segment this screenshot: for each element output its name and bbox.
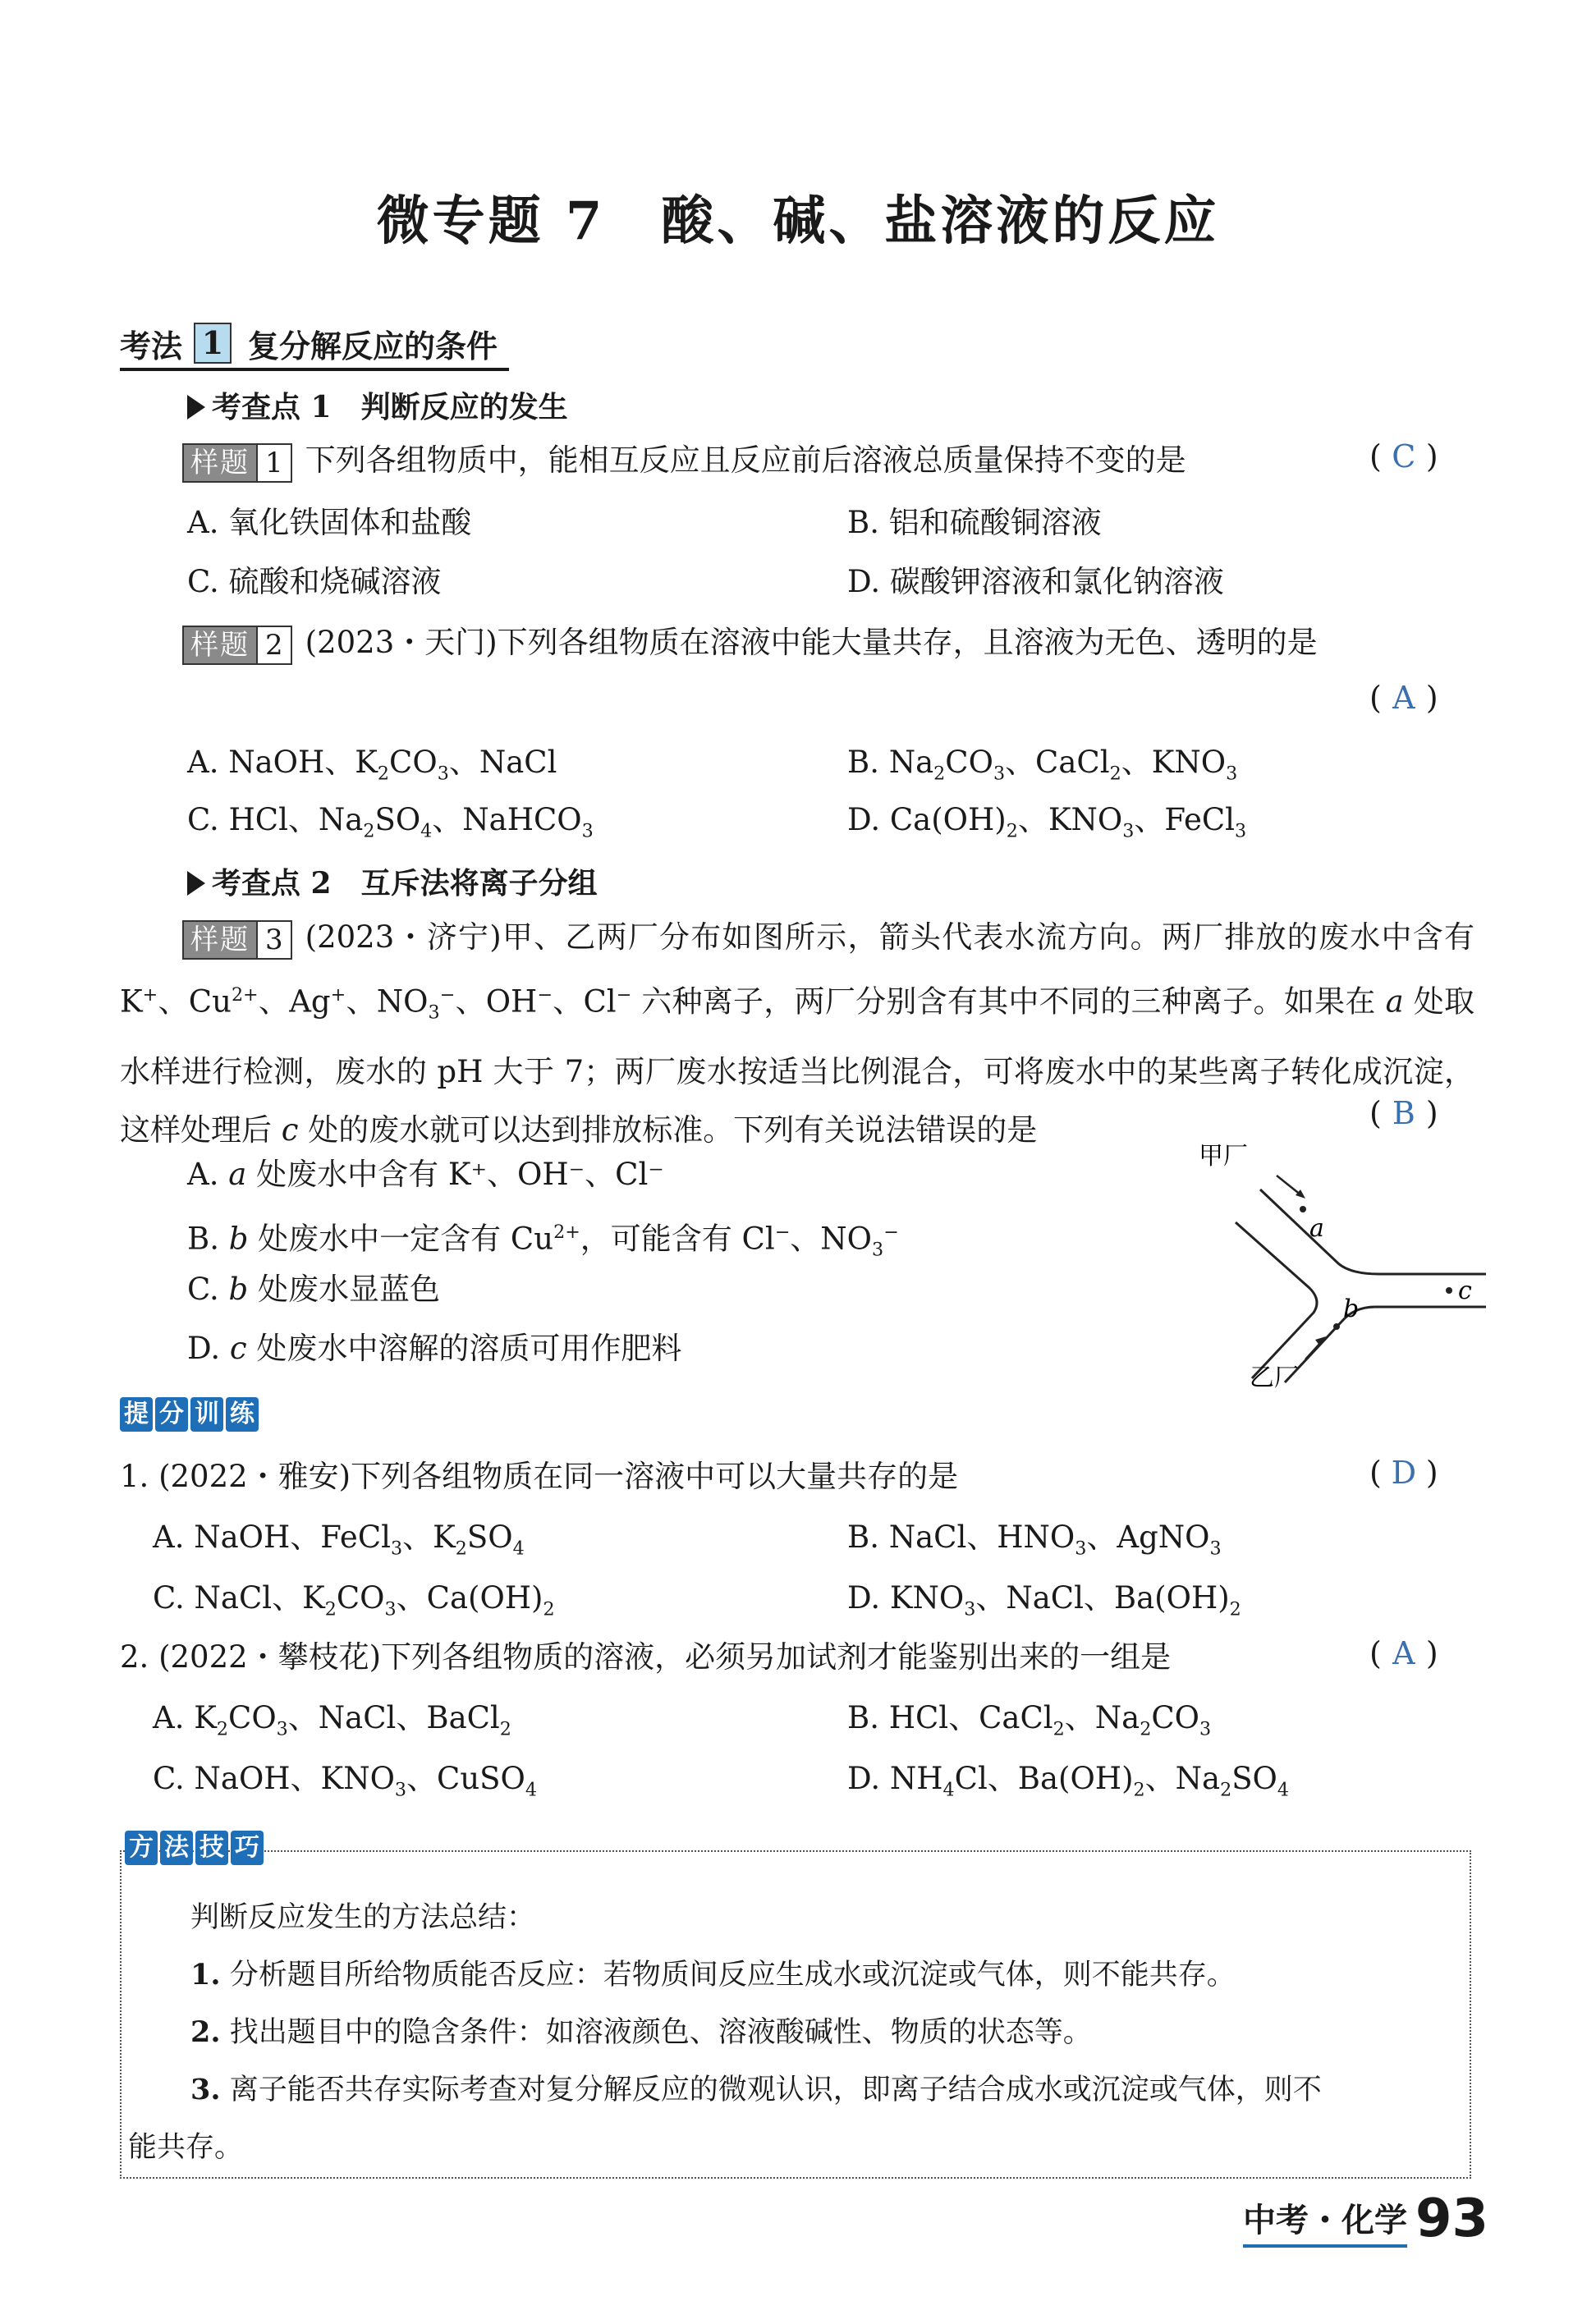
triangle-bullet-icon xyxy=(187,871,205,896)
answer-t1: ( D ) xyxy=(1369,1455,1438,1491)
q3-option-b: B. b 处废水中一定含有 $Cu^{2+}$，可能含有 Cl−、$NO_3^-$ xyxy=(187,1221,899,1261)
tifen-xunlian-banner: 提 分 训 练 xyxy=(120,1397,259,1432)
arrow-from-jia xyxy=(1277,1176,1301,1195)
kaochadian-1 xyxy=(187,384,568,426)
channel-upper-edge xyxy=(1260,1189,1486,1274)
label-c: c xyxy=(1458,1277,1472,1305)
sample-badge-1: 样题 1 xyxy=(182,443,292,483)
kaochadian-2 xyxy=(187,860,598,902)
t1-option-c: C. NaCl、$K_2CO_3$、$Ca(OH)_2$ xyxy=(153,1580,555,1620)
q2-option-d: D. $Ca(OH)_2$、$KNO_3$、FeCl$_3$ xyxy=(847,802,1247,842)
answer-2: ( A ) xyxy=(1369,680,1438,716)
question-2-stem: (2023・天门)下列各组物质在溶液中能大量共存，且溶液为无色、透明的是 xyxy=(305,625,1318,660)
t1-option-d: D. $KNO_3$、NaCl、$Ba(OH)_2$ xyxy=(847,1580,1241,1620)
point-b-dot xyxy=(1333,1323,1340,1330)
q1-option-a: A. 氧化铁固体和盐酸 xyxy=(187,505,472,540)
t1-option-a: A. NaOH、FeCl$_3$、$K_2SO_4$ xyxy=(153,1519,525,1560)
factory-flow-diagram xyxy=(1199,1144,1494,1391)
method-point-2: 2. 找出题目中的隐含条件：如溶液颜色、溶液酸碱性、物质的状态等。 xyxy=(190,2015,1092,2049)
label-jia-factory: 甲厂 xyxy=(1199,1144,1248,1171)
method-point-3-cont: 能共存。 xyxy=(128,2131,244,2164)
kaofa-title: 复分解反应的条件 xyxy=(248,327,498,364)
label-a: a xyxy=(1309,1214,1324,1243)
label-b: b xyxy=(1343,1295,1360,1323)
t1-option-b: B. NaCl、$HNO_3$、AgNO$_3$ xyxy=(847,1519,1222,1560)
q1-option-b: B. 铝和硫酸铜溶液 xyxy=(847,505,1102,540)
fangfa-jiqiao-banner: 方 法 技 巧 xyxy=(125,1831,264,1865)
triangle-bullet-icon xyxy=(187,395,205,419)
training-question-1: 1. (2022・雅安)下列各组物质在同一溶液中可以大量共存的是 xyxy=(120,1459,959,1494)
method-point-1: 1. 分析题目所给物质能否反应：若物质间反应生成水或沉淀或气体，则不能共存。 xyxy=(190,1958,1236,1992)
t2-option-b: B. HCl、CaCl$_2$、$Na_2CO_3$ xyxy=(847,1700,1212,1740)
kaofa-label: 考法 xyxy=(120,327,183,364)
kaofa-number: 1 xyxy=(194,323,232,364)
answer-1: ( C ) xyxy=(1369,438,1438,474)
q3-option-a: A. a 处废水中含有 K⁺、OH⁻、Cl⁻ xyxy=(187,1157,664,1192)
question-1-stem: 下列各组物质中，能相互反应且反应前后溶液总质量保持不变的是 xyxy=(305,442,1186,478)
kaofa-heading xyxy=(120,319,509,371)
kaochadian-2-text: 考查点 2 互斥法将离子分组 xyxy=(212,866,598,901)
t2-option-c: C. NaOH、$KNO_3$、CuSO$_4$ xyxy=(153,1761,537,1801)
t2-option-d: D. $NH_4Cl$、$Ba(OH)_2$、$Na_2SO_4$ xyxy=(847,1761,1290,1801)
method-intro: 判断反应发生的方法总结： xyxy=(190,1901,536,1934)
point-c-dot xyxy=(1446,1287,1452,1294)
point-a-dot xyxy=(1300,1206,1306,1212)
question-3-stem: 样题 3 (2023・济宁)甲、乙两厂分布如图所示，箭头代表水流方向。两厂排放的废水中含有 K+、$Cu^{2+}$、Ag+、$NO_3^-$、OH−、Cl− 六种离子，两厂分别含有其中不同的三种离子。如果在 a 处取水样进行检测，废水的 pH 大于 7；两厂废水按适当比例混合，可将废水中的某些离子转化成沉淀，这样处理后 c 处的废水就可以达到排放标准。下列有关说法错误的是 xyxy=(120,919,1475,1148)
channel-lower-edge xyxy=(1285,1307,1486,1382)
sample-badge-2: 样题 2 xyxy=(182,626,292,665)
answer-3: ( B ) xyxy=(1369,1095,1438,1131)
footer-label: 中考・化学 xyxy=(1243,2194,1407,2248)
page-footer xyxy=(1243,2185,1488,2248)
q2-option-a: A. NaOH、$K_2CO_3$、NaCl xyxy=(187,745,557,785)
q3-option-c: C. b 处废水显蓝色 xyxy=(187,1272,440,1307)
sample-question-1 xyxy=(182,442,1186,483)
answer-t2: ( A ) xyxy=(1369,1635,1438,1671)
sample-badge-3: 样题 3 xyxy=(182,920,292,960)
page-number: 93 xyxy=(1415,2189,1489,2249)
kaochadian-1-text: 考查点 1 判断反应的发生 xyxy=(212,390,568,424)
label-yi-factory: 乙厂 xyxy=(1250,1364,1299,1391)
q2-option-b: B. $Na_2CO_3$、CaCl$_2$、$KNO_3$ xyxy=(847,745,1238,785)
q3-option-d: D. c 处废水中溶解的溶质可用作肥料 xyxy=(187,1331,682,1366)
sample-question-2 xyxy=(182,624,1318,665)
channel-left-edge xyxy=(1236,1222,1317,1378)
q2-option-c: C. HCl、$Na_2SO_4$、NaHCO$_3$ xyxy=(187,802,594,842)
t2-option-a: A. $K_2CO_3$、NaCl、BaCl$_2$ xyxy=(153,1700,511,1740)
q1-option-d: D. 碳酸钾溶液和氯化钠溶液 xyxy=(847,564,1224,599)
training-question-2: 2. (2022・攀枝花)下列各组物质的溶液，必须另加试剂才能鉴别出来的一组是 xyxy=(120,1639,1172,1675)
page-title: 微专题 7 酸、碱、盐溶液的反应 xyxy=(376,190,1220,252)
method-point-3: 3. 离子能否共存实际考查对复分解反应的微观认识，即离子结合成水或沉淀或气体，则不 xyxy=(190,2073,1322,2106)
q1-option-c: C. 硫酸和烧碱溶液 xyxy=(187,564,442,599)
